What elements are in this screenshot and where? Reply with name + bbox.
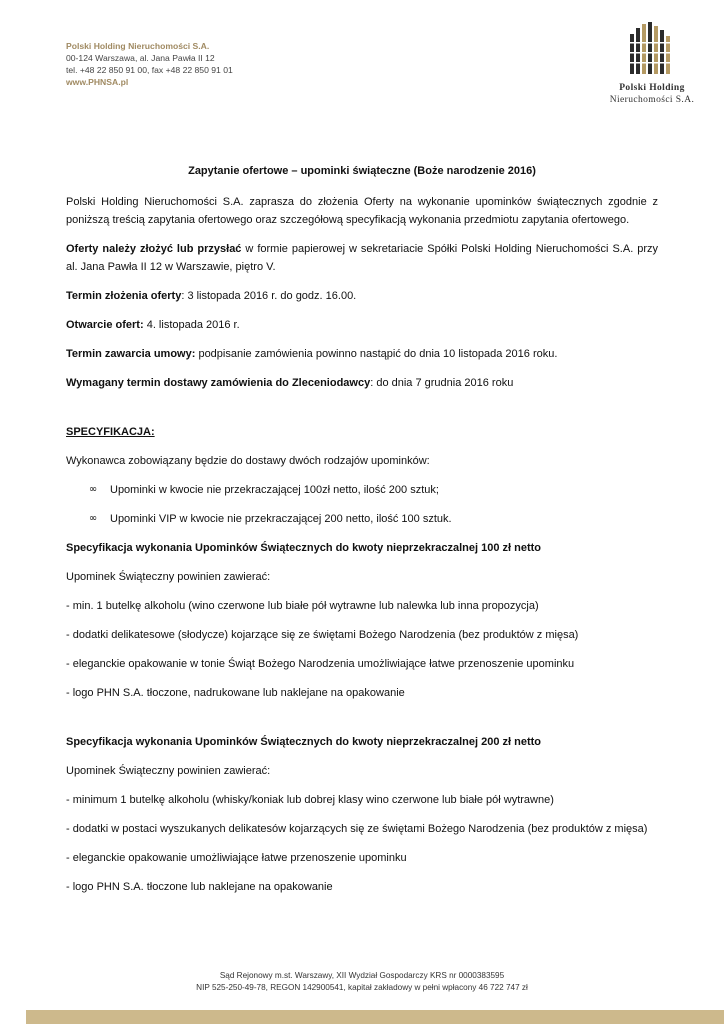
company-phone: tel. +48 22 850 91 00, fax +48 22 850 91 01 bbox=[66, 65, 233, 75]
opening-text: 4. listopada 2016 r. bbox=[143, 319, 240, 331]
spec-100-item: - eleganckie opakowanie w tonie Świąt Bożego Narodzenia umożliwiające łatwe przenoszenie upominku bbox=[66, 658, 575, 670]
deadline-label: Termin złożenia oferty bbox=[66, 290, 182, 302]
delivery-label: Wymagany termin dostawy zamówienia do Zleceniodawcy bbox=[66, 377, 371, 389]
delivery-paragraph bbox=[66, 374, 658, 392]
offers-label: Oferty należy złożyć lub przysłać bbox=[66, 243, 242, 255]
spec-100-lead: Upominek Świąteczny powinien zawierać: bbox=[66, 571, 271, 583]
spec-lead: Wykonawca zobowiązany będzie do dostawy dwóch rodzajów upominków: bbox=[66, 455, 430, 467]
spec-200-heading: Specyfikacja wykonania Upominków Świątecznych do kwoty nieprzekraczalnej 200 zł netto bbox=[66, 736, 541, 748]
contract-text: podpisanie zamówienia powinno nastąpić do dnia 10 listopada 2016 roku. bbox=[195, 348, 558, 360]
footer bbox=[0, 970, 724, 994]
infinity-bullet-icon: ∞ bbox=[88, 484, 98, 495]
company-address: 00-124 Warszawa, al. Jana Pawła II 12 bbox=[66, 53, 215, 63]
offers-text: w formie papierowej w sekretariacie Spółki Polski Holding Nieruchomości S.A. przy al. Jana Pawła II 12 w Warszawie, piętro V. bbox=[66, 243, 658, 273]
opening-paragraph bbox=[66, 316, 658, 334]
company-logo bbox=[596, 22, 708, 112]
infinity-bullet-icon: ∞ bbox=[88, 513, 98, 524]
logo-line-1: Polski Holding bbox=[619, 83, 685, 93]
opening-label: Otwarcie ofert: bbox=[66, 319, 144, 331]
footer-line-1: Sąd Rejonowy m.st. Warszawy, XII Wydział Gospodarczy KRS nr 0000383595 bbox=[219, 971, 505, 980]
spec-200-item: - logo PHN S.A. tłoczone lub naklejane na opakowanie bbox=[66, 881, 333, 893]
spec-200-item: - eleganckie opakowanie umożliwiające łatwe przenoszenie upominku bbox=[66, 852, 407, 864]
logo-wordmark bbox=[596, 82, 708, 106]
document-title: Zapytanie ofertowe – upominki świąteczne (Boże narodzenie 2016) bbox=[188, 165, 536, 177]
bullet-text: Upominki VIP w kwocie nie przekraczającej 200 netto, ilość 100 sztuk. bbox=[110, 513, 452, 525]
footer-line-2: NIP 525-250-49-78, REGON 142900541, kapitał zakładowy w pełni wpłacony 46 722 747 zł bbox=[196, 983, 528, 992]
company-name: Polski Holding Nieruchomości S.A. bbox=[66, 41, 210, 51]
spec-200-lead: Upominek Świąteczny powinien zawierać: bbox=[66, 765, 271, 777]
document-body bbox=[66, 162, 658, 907]
spec-100-heading: Specyfikacja wykonania Upominków Świątecznych do kwoty nieprzekraczalnej 100 zł netto bbox=[66, 542, 541, 554]
spec-heading: SPECYFIKACJA: bbox=[66, 426, 155, 438]
building-bars-icon bbox=[622, 22, 682, 78]
list-item bbox=[66, 510, 658, 528]
footer-accent-bar bbox=[26, 1010, 724, 1024]
spec-100-item: - min. 1 butelkę alkoholu (wino czerwone lub białe pół wytrawne lub nalewka lub inna propozycja) bbox=[66, 600, 539, 612]
spec-200-item: - minimum 1 butelkę alkoholu (whisky/koniak lub dobrej klasy wino czerwone lub białe pół wytrawne) bbox=[66, 794, 554, 806]
spacer bbox=[66, 403, 658, 423]
contract-label: Termin zawarcia umowy: bbox=[66, 348, 196, 360]
logo-line-2: Nieruchomości S.A. bbox=[609, 95, 695, 105]
spec-200-item: - dodatki w postaci wyszukanych delikatesów kojarzących się ze świętami Bożego Narodzenia (bez produktów z mięsa) bbox=[66, 823, 648, 835]
offers-paragraph bbox=[66, 240, 658, 276]
company-website: www.PHNSA.pl bbox=[66, 77, 129, 87]
delivery-text: : do dnia 7 grudnia 2016 roku bbox=[370, 377, 514, 389]
bullet-text: Upominki w kwocie nie przekraczającej 100zł netto, ilość 200 sztuk; bbox=[110, 484, 439, 496]
deadline-paragraph bbox=[66, 287, 658, 305]
deadline-text: : 3 listopada 2016 r. do godz. 16.00. bbox=[181, 290, 357, 302]
spacer bbox=[66, 713, 658, 733]
intro-paragraph: Polski Holding Nieruchomości S.A. zaprasza do złożenia Oferty na wykonanie upominków świątecznych zgodnie z poniższą treścią zapytania ofertowego oraz szczegółową specyfikacją wykonania przedmiotu zapytania ofertowego. bbox=[66, 196, 658, 226]
company-address-block bbox=[66, 40, 233, 88]
spec-100-item: - logo PHN S.A. tłoczone, nadrukowane lub naklejane na opakowanie bbox=[66, 687, 405, 699]
list-item bbox=[66, 481, 658, 499]
spec-100-item: - dodatki delikatesowe (słodycze) kojarzące się ze świętami Bożego Narodzenia (bez produktów z mięsa) bbox=[66, 629, 579, 641]
contract-paragraph bbox=[66, 345, 658, 363]
